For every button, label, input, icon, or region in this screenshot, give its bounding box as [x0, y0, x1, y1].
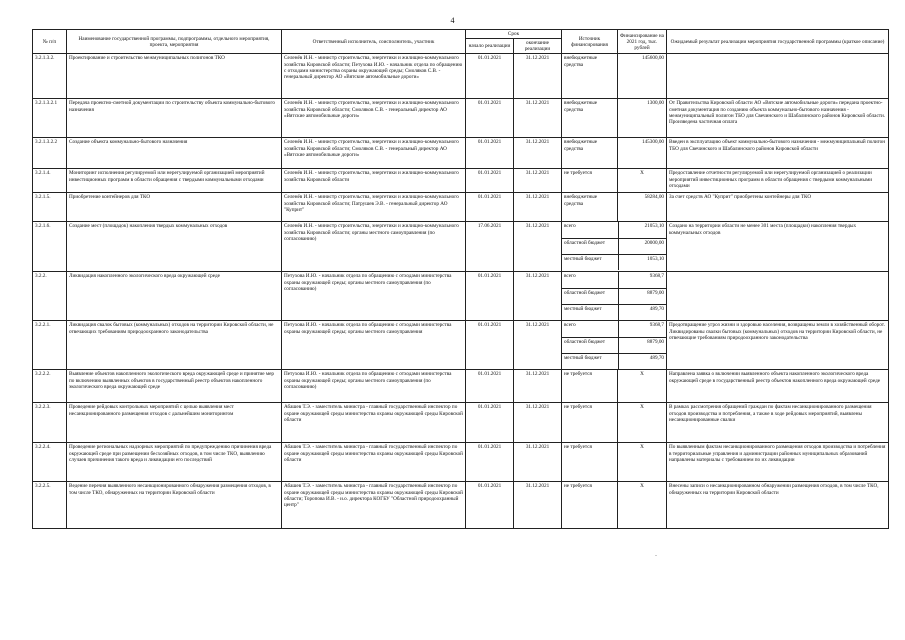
financing-source: всего	[562, 222, 618, 238]
header-financing: Финансирование на 2021 год, тыс. рублей	[618, 30, 667, 54]
row-end-date: 31.12.2021	[514, 482, 562, 529]
row-amount: 58284,00	[618, 193, 667, 222]
financing-source: местный бюджет	[562, 304, 618, 320]
header-result: Ожидаемый результат реализации мероприятия государственной программы (краткое описание)	[667, 30, 889, 54]
financing-amount: 489,70	[649, 305, 665, 312]
row-result: По выявленным фактам несанкционированного размещения отходов производства и потребления в территориальные управления и администрации районных муниципальных образований направлены материалы с требованием по их ликвидации	[667, 443, 889, 482]
row-amount: 145600,00	[618, 54, 667, 99]
row-executor: Абашев Т.Э. - заместитель министра - главный государственный инспектор по охране окружающей среды министерства охраны окружающей среды Кировской области	[282, 443, 466, 482]
table-row	[33, 443, 889, 482]
row-number: 3.2.2.	[33, 272, 67, 321]
row-name: Проведение рейдовых контрольных мероприятий с целью выявления мест несанкционированного размещения отходов с дальнейшим мониторингом	[67, 403, 282, 443]
row-number: 3.2.2.1.	[33, 321, 67, 370]
row-end-date: 31.12.2021	[514, 443, 562, 482]
row-name: Ликвидация накопленного экологического вреда окружающей среде	[67, 272, 282, 321]
row-executor: Селенёв И.Н. - министр строительства, энергетики и жилищно-коммунального хозяйства Кировской области; органы местного самоуправления (по согласованию)	[282, 222, 466, 272]
row-amount: X	[618, 370, 667, 403]
row-result: Предоставление отчетности регулируемой или нерегулируемой организацией о реализации мероприятий инвестиционных программ в области обращения с твердыми коммунальными отходами	[667, 169, 889, 193]
row-result: В рамках рассмотрения обращений граждан по фактам несанкционированного размещения отходов производства и потребления, а также в ходе рейдовых мероприятий, выявлены несанкционированные свалки	[667, 403, 889, 443]
row-source: внебюджетные средства	[562, 54, 618, 99]
row-number: 3.2.1.3.2.1	[33, 99, 67, 138]
row-start-date: 01.01.2021	[466, 443, 514, 482]
table-row	[33, 193, 889, 222]
row-executor: Петухова И.Ю. - начальник отдела по обращению с отходами министерства охраны окружающей среды; органы местного самоуправления (по согласованию)	[282, 370, 466, 403]
row-result: Предотвращение угроз жизни и здоровью населения, возвращены земли в хозяйственный оборот. Ликвидированы свалки бытовых (коммунальных) отходов на территории Кировской области, не отвечающие требованиям природоохранного законодательства	[667, 321, 889, 370]
row-number: 3.2.2.2.	[33, 370, 67, 403]
row-start-date: 01.01.2021	[466, 54, 514, 99]
row-amount: X	[618, 403, 667, 443]
row-end-date: 31.12.2021	[514, 403, 562, 443]
row-end-date: 31.12.2021	[514, 272, 562, 321]
financing-source: всего	[562, 321, 618, 337]
header-num: № п/п	[33, 30, 67, 54]
page-number: 4	[450, 16, 455, 25]
row-source: внебюджетные средства	[562, 138, 618, 169]
row-source: не требуется	[562, 443, 618, 482]
financing-amount: 20000,00	[618, 238, 666, 254]
row-source: не требуется	[562, 169, 618, 193]
row-executor: Абашев Т.Э. - заместитель министра - главный государственный инспектор по охране окружающей среды министерства охраны окружающей среды Кировской области	[282, 403, 466, 443]
financing-amount: 9368,7	[618, 321, 666, 337]
row-source: не требуется	[562, 370, 618, 403]
row-executor: Петухова И.Ю. - начальник отдела по обращению с отходами министерства охраны окружающей среды; органы местного самоуправления	[282, 321, 466, 370]
table-row	[33, 482, 889, 529]
row-start-date: 01.01.2021	[466, 169, 514, 193]
table-row	[33, 99, 889, 138]
row-source: внебюджетные средства	[562, 193, 618, 222]
row-end-date: 31.12.2021	[514, 99, 562, 138]
row-number: 3.2.1.4.	[33, 169, 67, 193]
row-number: 3.2.1.3.2.2	[33, 138, 67, 169]
row-source: не требуется	[562, 403, 618, 443]
row-number: 3.2.1.3.2.	[33, 54, 67, 99]
financing-source: областной бюджет	[562, 238, 618, 254]
table-row	[33, 272, 889, 321]
row-start-date: 01.01.2021	[466, 370, 514, 403]
row-financing-breakdown	[562, 222, 667, 272]
row-name: Проведение региональных надзорных мероприятий по предупреждению причинения вреда окружающей среде при размещении бесхозяйных отходов, в том числе ТКО, выявлению случаев причинения такого вреда и ликвидации его последствий	[67, 443, 282, 482]
row-result	[667, 54, 889, 99]
header-executor: Ответственный исполнитель, соисполнитель, участник	[282, 30, 466, 54]
row-executor: Селенёв И.Н. - министр строительства, энергетики и жилищно-коммунального хозяйства Кировской области; Петухова И.Ю. - начальник отдела по обращению с отходами министерства охраны окружающей среды; Смоляков С.В. - генеральный директор АО «Вятские автомобильные дороги»	[282, 54, 466, 99]
row-name: Ведение перечня выявленного несанкционированного обнаружения размещения отходов, в том числе ТКО, обнаруженных на территории Кировской области	[67, 482, 282, 529]
header-start: начало реализации	[466, 39, 514, 54]
row-number: 3.2.2.3.	[33, 403, 67, 443]
header-source: Источник финансирования	[562, 30, 618, 54]
financing-amount: 489,70	[649, 354, 665, 361]
row-financing-breakdown	[562, 272, 667, 321]
row-amount: 145300,00	[618, 138, 667, 169]
row-number: 3.2.1.5.	[33, 193, 67, 222]
row-amount: X	[618, 443, 667, 482]
row-result: Введен в эксплуатацию объект коммунально-бытового назначения - межмуниципальный полигон ТБО для Свечинского и Шабалинского районов Кировской области	[667, 138, 889, 169]
row-name: Проектирование и строительство межмуниципальных полигонов ТКО	[67, 54, 282, 99]
row-result: За счет средств АО "Куприт" приобретены контейнеры для ТКО	[667, 193, 889, 222]
row-result: Направлена заявка о включении выявленного объекта накопленного экологического вреда окружающей среде в государственный реестр объектов накопленного вреда окружающей среде	[667, 370, 889, 403]
row-start-date: 01.01.2021	[466, 193, 514, 222]
row-start-date: 01.01.2021	[466, 99, 514, 138]
row-amount: 1300,00	[618, 99, 667, 138]
row-executor: Абашев Т.Э. - заместитель министра - главный государственный инспектор по охране окружающей среды министерства охраны окружающей среды Кировской области; Торопова И.В. - и.о. директора КОГБУ "Областной природоохранный центр"	[282, 482, 466, 529]
row-number: 3.2.1.6.	[33, 222, 67, 272]
financing-amount: 9368,7	[618, 272, 666, 288]
row-result	[667, 272, 889, 321]
row-start-date: 01.01.2021	[466, 272, 514, 321]
row-start-date: 01.01.2021	[466, 321, 514, 370]
row-end-date: 31.12.2021	[514, 138, 562, 169]
row-number: 3.2.2.5.	[33, 482, 67, 529]
row-name: Передача проектно-сметной документации по строительству объекта коммунально-бытового назначения	[67, 99, 282, 138]
row-executor: Селенёв И.Н. - министр строительства, энергетики и жилищно-коммунального хозяйства Кировской области; Смоляков С.В. - генеральный директор АО «Вятские автомобильные дороги»	[282, 99, 466, 138]
row-name: Создание мест (площадок) накопления твердых коммунальных отходов	[67, 222, 282, 272]
row-end-date: 31.12.2021	[514, 222, 562, 272]
row-start-date: 01.01.2021	[466, 482, 514, 529]
row-end-date: 31.12.2021	[514, 54, 562, 99]
row-executor: Селенёв И.Н. - министр строительства, энергетики и жилищно-коммунального хозяйства Кировской области; Патрушев Э.В. - генеральный директор АО "Куприт"	[282, 193, 466, 222]
row-start-date: 01.01.2021	[466, 138, 514, 169]
financing-source: областной бюджет	[562, 288, 618, 304]
row-end-date: 31.12.2021	[514, 321, 562, 370]
financing-amount: 21053,10	[618, 222, 666, 238]
row-name: Выявление объектов накопленного экологического вреда окружающей среде и принятие мер по включению выявленных объектов в государственный реестр объектов накопленного экологического вреда окружающей среде	[67, 370, 282, 403]
table-row	[33, 222, 889, 272]
row-result: Создано на территории области не менее 301 места (площадки) накопления твердых коммунальных отходов	[667, 222, 889, 272]
page-mark: -	[655, 553, 657, 559]
program-table	[32, 29, 889, 529]
financing-amount: 8879,00	[618, 288, 666, 304]
header-name: Наименование государственной программы, подпрограммы, отдельного мероприятия, проекта, мероприятия	[67, 30, 282, 54]
row-end-date: 31.12.2021	[514, 193, 562, 222]
table-header	[33, 30, 889, 54]
row-name: Создание объекта коммунально-бытового назначения	[67, 138, 282, 169]
row-name: Мониторинг исполнения регулируемой или нерегулируемой организацией мероприятий инвестиционных программ в области обращения с твердыми коммунальными отходами	[67, 169, 282, 193]
row-name: Ликвидация свалок бытовых (коммунальных) отходов на территории Кировской области, не отвечающих требованиям природоохранного законодательства	[67, 321, 282, 370]
row-executor: Петухова И.Ю. - начальник отдела по обращению с отходами министерства охраны окружающей среды; органы местного самоуправления (по согласованию)	[282, 272, 466, 321]
row-source: внебюджетные средства	[562, 99, 618, 138]
row-end-date: 31.12.2021	[514, 169, 562, 193]
header-term: Срок	[466, 30, 562, 39]
row-executor: Селенёв И.Н. - министр строительства, энергетики и жилищно-коммунального хозяйства Кировской области	[282, 169, 466, 193]
table-row	[33, 169, 889, 193]
financing-source: всего	[562, 272, 618, 288]
table-row	[33, 403, 889, 443]
table-row	[33, 54, 889, 99]
row-result: Внесены записи о несанкционированном обнаружении размещения отходов, в том числе ТКО, обнаруженных на территории Кировской области	[667, 482, 889, 529]
financing-source: областной бюджет	[562, 337, 618, 353]
table-row	[33, 321, 889, 370]
financing-source: местный бюджет	[562, 353, 618, 369]
row-financing-breakdown	[562, 321, 667, 370]
financing-source: местный бюджет	[562, 254, 618, 270]
financing-amount: 8879,00	[618, 337, 666, 353]
row-start-date: 17.06.2021	[466, 222, 514, 272]
header-end: окончание реализации	[514, 39, 562, 54]
row-name: Приобретение контейнеров для ТКО	[67, 193, 282, 222]
table-row	[33, 138, 889, 169]
row-number: 3.2.2.4.	[33, 443, 67, 482]
row-amount: X	[618, 482, 667, 529]
row-source: не требуется	[562, 482, 618, 529]
table-body	[33, 54, 889, 529]
row-result: От Правительства Кировской области АО «Вятские автомобильные дороги» передана проектно-сметная документация по созданию объекта коммунально-бытового назначения - межмуниципальный полигон ТБО для Свечинского и Шабалинского районов Кировской области. Произведена частичная оплата	[667, 99, 889, 138]
row-executor: Селенёв И.Н. - министр строительства, энергетики и жилищно-коммунального хозяйства Кировской области; Смоляков С.В. - генеральный директор АО «Вятские автомобильные дороги»	[282, 138, 466, 169]
table-row	[33, 370, 889, 403]
row-amount: X	[618, 169, 667, 193]
financing-amount: 1053,10	[647, 255, 665, 262]
row-end-date: 31.12.2021	[514, 370, 562, 403]
row-start-date: 01.01.2021	[466, 403, 514, 443]
